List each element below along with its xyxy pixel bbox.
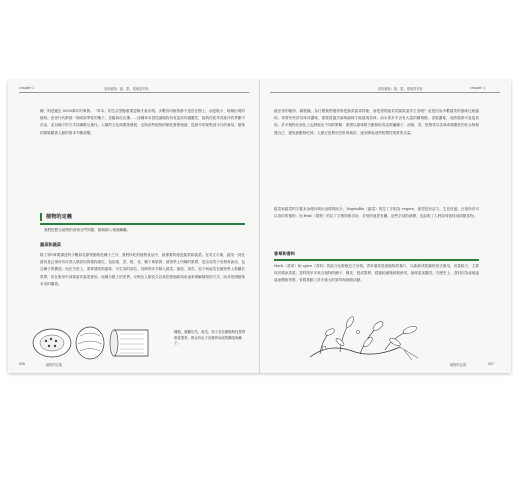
intro-paragraph: 種，則是過去 5000萬年的事情。「草本」的生活型態重要更晚才會出現。多數食用植物都不是長在樹上，而是較小、較晚出現的植物。世世代代都被一個或兩季性的種子，並隨演化汰選……這種草本習性讓植物具有更高的適應性，能夠在乾旱或寒冷的季節中存活，並以種子的方式持續繁衍後代。人類的文化與農業發展，也與這些植物的馴化緊密相連，從最早的採集到今日的栽培，植物的樣貌隨著人類的需求不斷改變。 [40,109,245,135]
figure-caption: 種植，就屬於瓜、南瓜、茄子及各類植物性果實都是果實，都含有由子房發育而成的構造與種子。 [174,330,246,346]
section-title: 植物的定義 [46,214,72,220]
section-title: 香草和香料 [274,251,295,256]
running-head-title: 食用植物：蔬、果、根與香辛料 [104,87,149,91]
herb-illustration-icon [300,312,430,362]
page-number: 006 [19,362,26,366]
running-head-chapter: chapter 1 [470,86,486,90]
body-paragraph: 除了第1章要講述的少數如乳類等動物性種子之外，我們所吃的植物食品中，最重要的便是蔬菜和蔬菜。在英文字典，蔬菜一詞在最初是泛指所有可供人類食用的植物部位，包括葉、莖、根、花、種子與果實。植物學上所稱的果實，是由花的子房發育而成、包含種子的構造；而在烹飪上，果實通常指甜味、可生食的部位，其餘則多半歸入蔬菜。番茄、黃瓜、茄子與南瓜在植物學上都屬於果實，但在廚房中卻被當作蔬菜使用。這種分類上的差異，反映出人類長久以來依照風味與用途來理解植物的方式，而非依照植物本身的構造。 [40,253,245,286]
left-page [8,80,259,373]
running-head-title: 食用植物：蔬、果、根與香辛料 [378,87,423,91]
body-paragraph-1: 蔬至者的確別、碳根橘，為什麼我們通常都把蔬菜當菜料理，而把甜的蔬菜的蔬果當作生食呢？這是因為多數蔬菜的風味比較溫和，常帶有些許苦味或澀味，需要經過烹調與調味才能展現美味；而水果多半含有大量的糖與酸，香氣濃郁，成熟後即可直接食用。許多植物在演化上也發展出不同的策略：果實以甜味吸引動物取食並散播種子，而葉、莖、根則常以苦味或刺激性的化合物保護自己，避免被動物吃掉。人類正是利用烹飪與栽培，逐步降低這些防禦性物質的含量。 [274,109,479,135]
section-intro: 我們把肥合植物的食物分門別類，粗略歸入幾個範疇。 [44,228,131,232]
page-number: 007 [488,362,495,366]
vegetable-illustration-icon [30,322,160,362]
section-marker [40,213,42,221]
header-rule [270,92,500,93]
body-paragraph-2: 蔬菜和蔬菜的字彙本身便反映出這樣的區分，Vegetable（蔬菜）的拉丁字根為 vegere，意思是有活力、生長旺盛，泛指所有可以食用的植物；而 fruit（果實）的拉丁字根則與享用、享受的意思有關。這些字詞的演變，也說明了人們如何看待這兩類食物。 [274,207,479,219]
subsection-title: 蔬菜和蔬菜 [40,242,61,247]
footer-title: 植物的定義 [450,363,466,367]
right-page [260,80,511,373]
body-paragraph-3: Herb（香草）和 spice（香料）的區分比較晚近才出現。香草通常是指植物的葉片，以新鮮或乾燥的形式使用，用量較少，主要用於增添香氣；香料則多半來自植物的種子、樹皮、根或果實，經過乾燥後研磨使用，風味更加濃烈。在歷史上，香料因為產地遙遠而價格昂貴，曾經推動了許多重大的貿易與探險活動。 [274,264,479,283]
section-rule [274,259,479,261]
section-rule [40,223,245,225]
running-head-chapter: chapter 1 [19,86,35,90]
header-rule [19,92,249,93]
book-spread [8,80,511,373]
footer-title: 植物的定義 [46,363,62,367]
